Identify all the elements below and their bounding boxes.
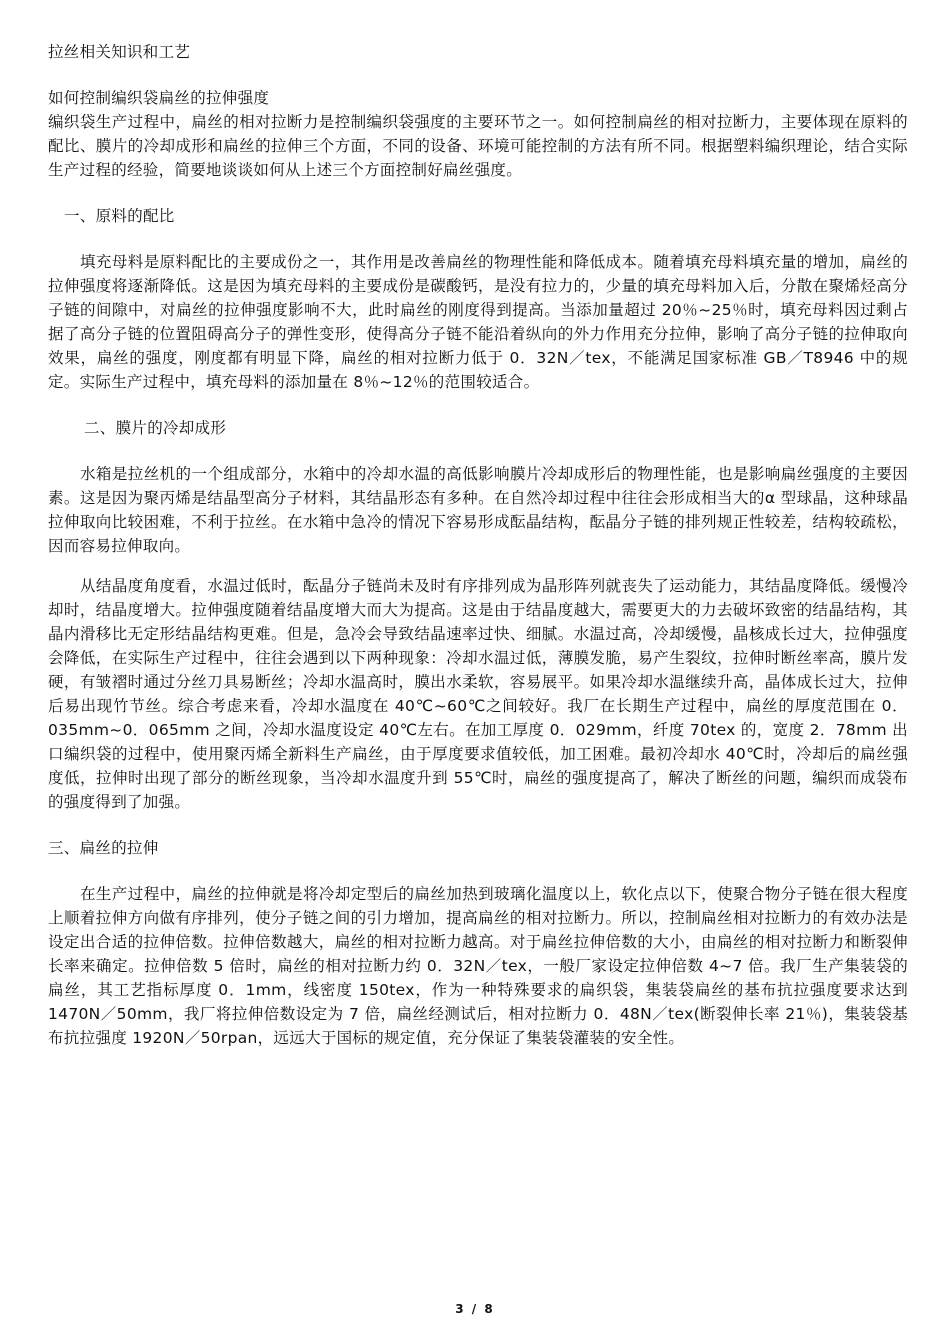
document-title: 拉丝相关知识和工艺 <box>48 43 191 61</box>
intro-paragraph: 编织袋生产过程中，扁丝的相对拉断力是控制编织袋强度的主要环节之一。如何控制扁丝的相对拉断力，主要体现在原料的配比、膜片的冷却成形和扁丝的拉伸三个方面，不同的设备、环境可能控制的方法有所不同。根据塑料编织理论，结合实际生产过程的经验，简要地谈谈如何从上述三个方面控制好扁丝强度。 <box>48 113 908 179</box>
section-paragraph-raw-materials: 填充母料是原料配比的主要成份之一，其作用是改善扁丝的物理性能和降低成本。随着填充母料填充量的增加，扁丝的拉伸强度将逐渐降低。这是因为填充母料的主要成份是碳酸钙，是没有拉力的，少量的填充母料加入后，分散在聚烯烃高分子链的间隙中，对扁丝的拉伸强度影响不大，此时扁丝的刚度得到提高。当添加量超过 20％~25％时，填充母料因过剩占据了高分子链的位置阻碍高分子的弹性变形，使得高分子链不能沿着纵向的外力作用充分拉伸，影响了高分子链的拉伸取向效果，扁丝的强度，刚度都有明显下降，扁丝的相对拉断力低于 0．32N／tex，不能满足国家标准 GB／T8946 中的规定。实际生产过程中，填充母料的添加量在 8％~12％的范围较适合。 <box>48 253 908 391</box>
article-title: 如何控制编织袋扁丝的拉伸强度 <box>48 89 270 107</box>
section-paragraph-film-cooling-1: 水箱是拉丝机的一个组成部分，水箱中的冷却水温的高低影响膜片冷却成形后的物理性能，也是影响扁丝强度的主要因素。这是因为聚丙烯是结晶型高分子材料，其结晶形态有多种。在自然冷却过程中往往会形成相当大的α 型球晶，这种球晶拉伸取向比较困难，不利于拉丝。在水箱中急冷的情况下容易形成酝晶结构，酝晶分子链的排列规正性较差，结构较疏松，因而容易拉伸取向。 <box>48 465 908 555</box>
section-heading-raw-materials: 一、原料的配比 <box>64 207 175 225</box>
section-heading-stretching: 三、扁丝的拉伸 <box>48 839 159 857</box>
section-paragraph-film-cooling-2: 从结晶度角度看，水温过低时，酝晶分子链尚未及时有序排列成为晶形阵列就丧失了运动能力，其结晶度降低。缓慢冷却时，结晶度增大。拉伸强度随着结晶度增大而大为提高。这是由于结晶度越大，需要更大的力去破坏致密的结晶结构，其晶内滑移比无定形结晶结构更难。但是，急冷会导致结晶速率过快、细腻。水温过高，冷却缓慢，晶核成长过大，拉伸强度会降低，在实际生产过程中，往往会遇到以下两种现象：冷却水温过低，薄膜发脆，易产生裂纹，拉伸时断丝率高，膜片发硬，有皱褶时通过分丝刀具易断丝；冷却水温高时，膜出水柔软，容易展平。如果冷却水温继续升高，晶体成长过大，拉伸后易出现竹节丝。综合考虑来看，冷却水温度在 40℃~60℃之间较好。我厂在长期生产过程中，扁丝的厚度范围在 0．035mm~0．065mm 之间，冷却水温度设定 40℃左右。在加工厚度 0．029mm，纤度 70tex 的，宽度 2．78mm 出口编织袋的过程中，使用聚丙烯全新料生产扁丝，由于厚度要求值较低，加工困难。最初冷却水 40℃时，冷却后的扁丝强度低，拉伸时出现了部分的断丝现象，当冷却水温度升到 55℃时，扁丝的强度提高了，解决了断丝的问题，编织而成袋布的强度得到了加强。 <box>48 577 908 811</box>
section-heading-film-cooling: 二、膜片的冷却成形 <box>84 419 227 437</box>
document-page <box>48 40 908 1050</box>
section-paragraph-stretching: 在生产过程中，扁丝的拉伸就是将冷却定型后的扁丝加热到玻璃化温度以上，软化点以下，使聚合物分子链在很大程度上顺着拉伸方向做有序排列，使分子链之间的引力增加，提高扁丝的相对拉断力。所以，控制扁丝相对拉断力的有效办法是设定出合适的拉伸倍数。拉伸倍数越大，扁丝的相对拉断力越高。对于扁丝拉伸倍数的大小，由扁丝的相对拉断力和断裂伸长率来确定。拉伸倍数 5 倍时，扁丝的相对拉断力约 0．32N／tex，一般厂家设定拉伸倍数 4~7 倍。我厂生产集装袋的扁丝，其工艺指标厚度 0．1mm，线密度 150tex，作为一种特殊要求的扁织袋，集装袋扁丝的基布抗拉强度要求达到 1470N／50mm，我厂将拉伸倍数设定为 7 倍，扁丝经测试后，相对拉断力 0．48N／tex(断裂伸长率 21％)，集装袋基布抗拉强度 1920N／50rpan，远远大于国标的规定值，充分保证了集装袋灌装的安全性。 <box>48 885 909 1047</box>
page-indicator: 3 / 8 <box>455 1302 495 1316</box>
